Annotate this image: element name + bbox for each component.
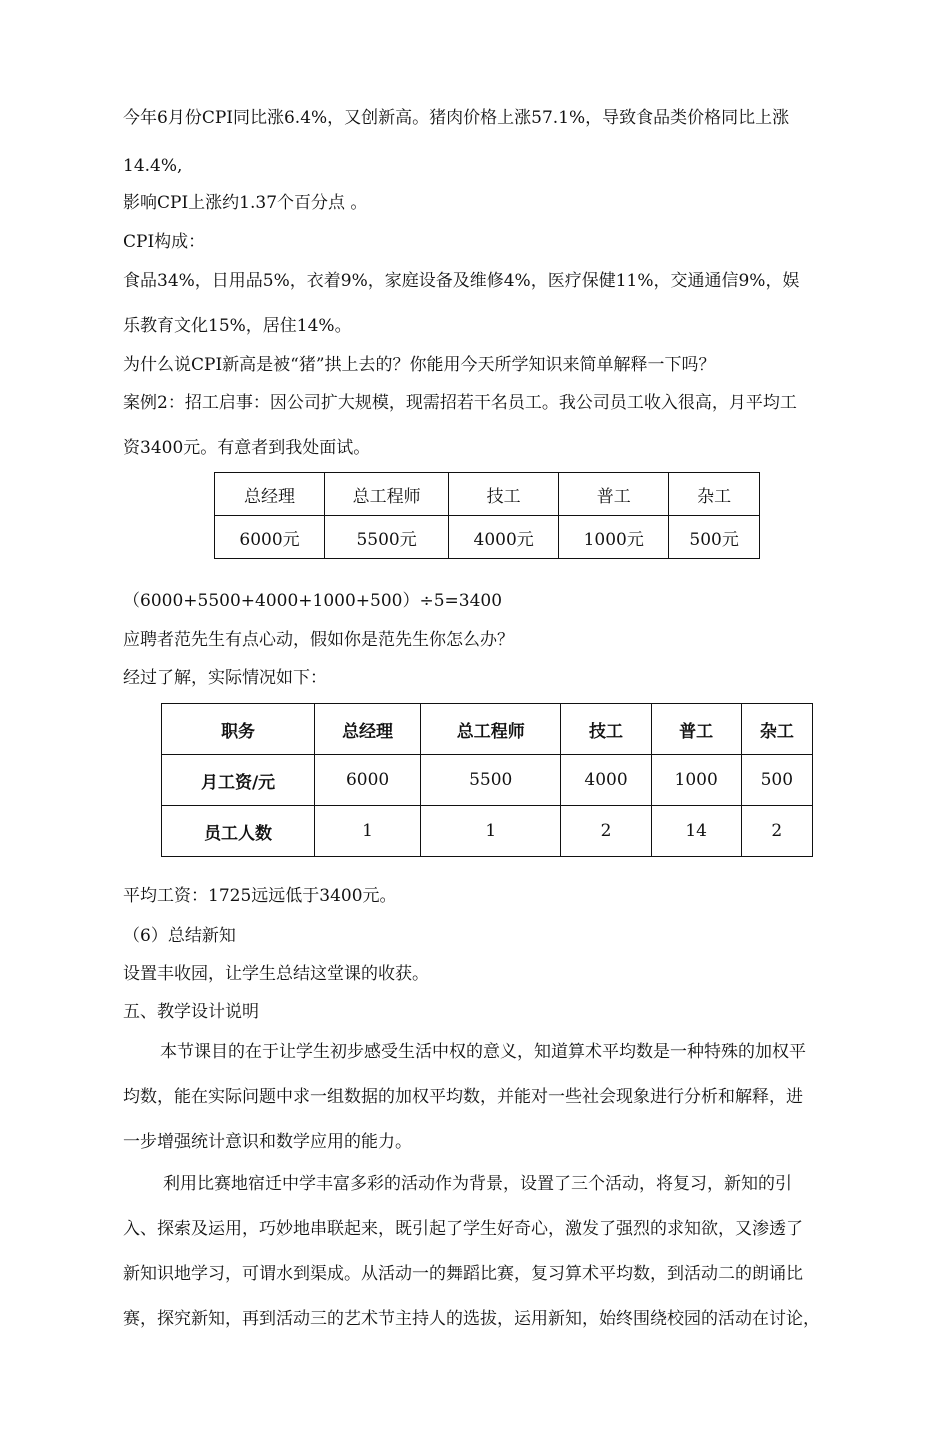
table-cell: 5500 bbox=[421, 755, 561, 806]
table-cell: 1000元 bbox=[559, 516, 669, 559]
table-cell: 500 bbox=[741, 755, 812, 806]
paragraph-activities-line4: 赛，探究新知，再到活动三的艺术节主持人的选拔，运用新知，始终围绕校园的活动在讨论， bbox=[123, 1309, 820, 1329]
table-cell: 14 bbox=[651, 806, 741, 857]
table-row bbox=[162, 704, 813, 755]
section-design-title: 五、教学设计说明 bbox=[123, 1002, 259, 1022]
table-header-cell: 总工程师 bbox=[325, 473, 449, 516]
table-header-cell: 普工 bbox=[651, 704, 741, 755]
paragraph-cpi-composition-line2: 乐教育文化15%，居住14%。 bbox=[123, 316, 352, 336]
paragraph-applicant: 应聘者范先生有点心动，假如你是范先生你怎么办？ bbox=[123, 630, 514, 650]
paragraph-activities-line3: 新知识地学习，可谓水到渠成。从活动一的舞蹈比赛，复习算术平均数，到活动二的朗诵比 bbox=[123, 1264, 803, 1284]
table-header-cell: 总经理 bbox=[315, 704, 421, 755]
table-header-cell: 职务 bbox=[162, 704, 315, 755]
table-header-cell: 总经理 bbox=[215, 473, 325, 516]
paragraph-cpi-effect: 影响CPI上涨约1.37个百分点 。 bbox=[123, 193, 368, 213]
table-header-cell: 总工程师 bbox=[421, 704, 561, 755]
table-cell: 6000 bbox=[315, 755, 421, 806]
formula-average: （6000+5500+4000+1000+500）÷5=3400 bbox=[123, 591, 503, 611]
table-header-cell: 普工 bbox=[559, 473, 669, 516]
paragraph-case2-line1: 案例2：招工启事：因公司扩大规模，现需招若干名员工。我公司员工收入很高，月平均工 bbox=[123, 393, 797, 413]
staff-salary-table bbox=[161, 703, 813, 857]
row-header-cell: 员工人数 bbox=[162, 806, 315, 857]
paragraph-actual-situation: 经过了解，实际情况如下： bbox=[123, 668, 327, 688]
table-cell: 1000 bbox=[651, 755, 741, 806]
paragraph-design-line3: 一步增强统计意识和数学应用的能力。 bbox=[123, 1132, 412, 1152]
table-cell: 4000 bbox=[561, 755, 651, 806]
table-cell: 1 bbox=[315, 806, 421, 857]
paragraph-activities-line1: 利用比赛地宿迁中学丰富多彩的活动作为背景，设置了三个活动，将复习，新知的引 bbox=[163, 1174, 792, 1194]
table-row bbox=[215, 516, 760, 559]
paragraph-design-line2: 均数，能在实际问题中求一组数据的加权平均数，并能对一些社会现象进行分析和解释，进 bbox=[123, 1087, 803, 1107]
table-header-cell: 杂工 bbox=[669, 473, 760, 516]
paragraph-case2-line2: 资3400元。有意者到我处面试。 bbox=[123, 438, 371, 458]
table-header-cell: 技工 bbox=[449, 473, 559, 516]
paragraph-activities-line2: 入、探索及运用，巧妙地串联起来，既引起了学生好奇心，激发了强烈的求知欲，又渗透了 bbox=[123, 1219, 803, 1239]
paragraph-summary: 设置丰收园，让学生总结这堂课的收获。 bbox=[123, 964, 429, 984]
table-cell: 4000元 bbox=[449, 516, 559, 559]
table-cell: 6000元 bbox=[215, 516, 325, 559]
table-cell: 500元 bbox=[669, 516, 760, 559]
table-header-cell: 技工 bbox=[561, 704, 651, 755]
section-summary-title: （6）总结新知 bbox=[123, 926, 236, 946]
paragraph-average-salary: 平均工资：1725远远低于3400元。 bbox=[123, 886, 397, 906]
paragraph-cpi-composition-line1: 食品34%，日用品5%，衣着9%，家庭设备及维修4%，医疗保健11%，交通通信9%，娱 bbox=[123, 271, 800, 291]
table-cell: 1 bbox=[421, 806, 561, 857]
table-row bbox=[162, 755, 813, 806]
salary-table bbox=[214, 472, 760, 559]
table-header-cell: 杂工 bbox=[741, 704, 812, 755]
table-row bbox=[162, 806, 813, 857]
table-cell: 2 bbox=[741, 806, 812, 857]
paragraph-cpi-line1: 今年6月份CPI同比涨6.4%，又创新高。猪肉价格上涨57.1%，导致食品类价格同比上涨 bbox=[123, 108, 790, 128]
paragraph-question: 为什么说CPI新高是被“猪”拱上去的？你能用今天所学知识来简单解释一下吗？ bbox=[123, 355, 716, 375]
paragraph-design-line1: 本节课目的在于让学生初步感受生活中权的意义，知道算术平均数是一种特殊的加权平 bbox=[160, 1042, 806, 1062]
row-header-cell: 月工资/元 bbox=[162, 755, 315, 806]
paragraph-cpi-composition-title: CPI构成： bbox=[123, 232, 206, 252]
table-row bbox=[215, 473, 760, 516]
paragraph-cpi-line2: 14.4%, bbox=[123, 156, 183, 176]
table-cell: 2 bbox=[561, 806, 651, 857]
table-cell: 5500元 bbox=[325, 516, 449, 559]
